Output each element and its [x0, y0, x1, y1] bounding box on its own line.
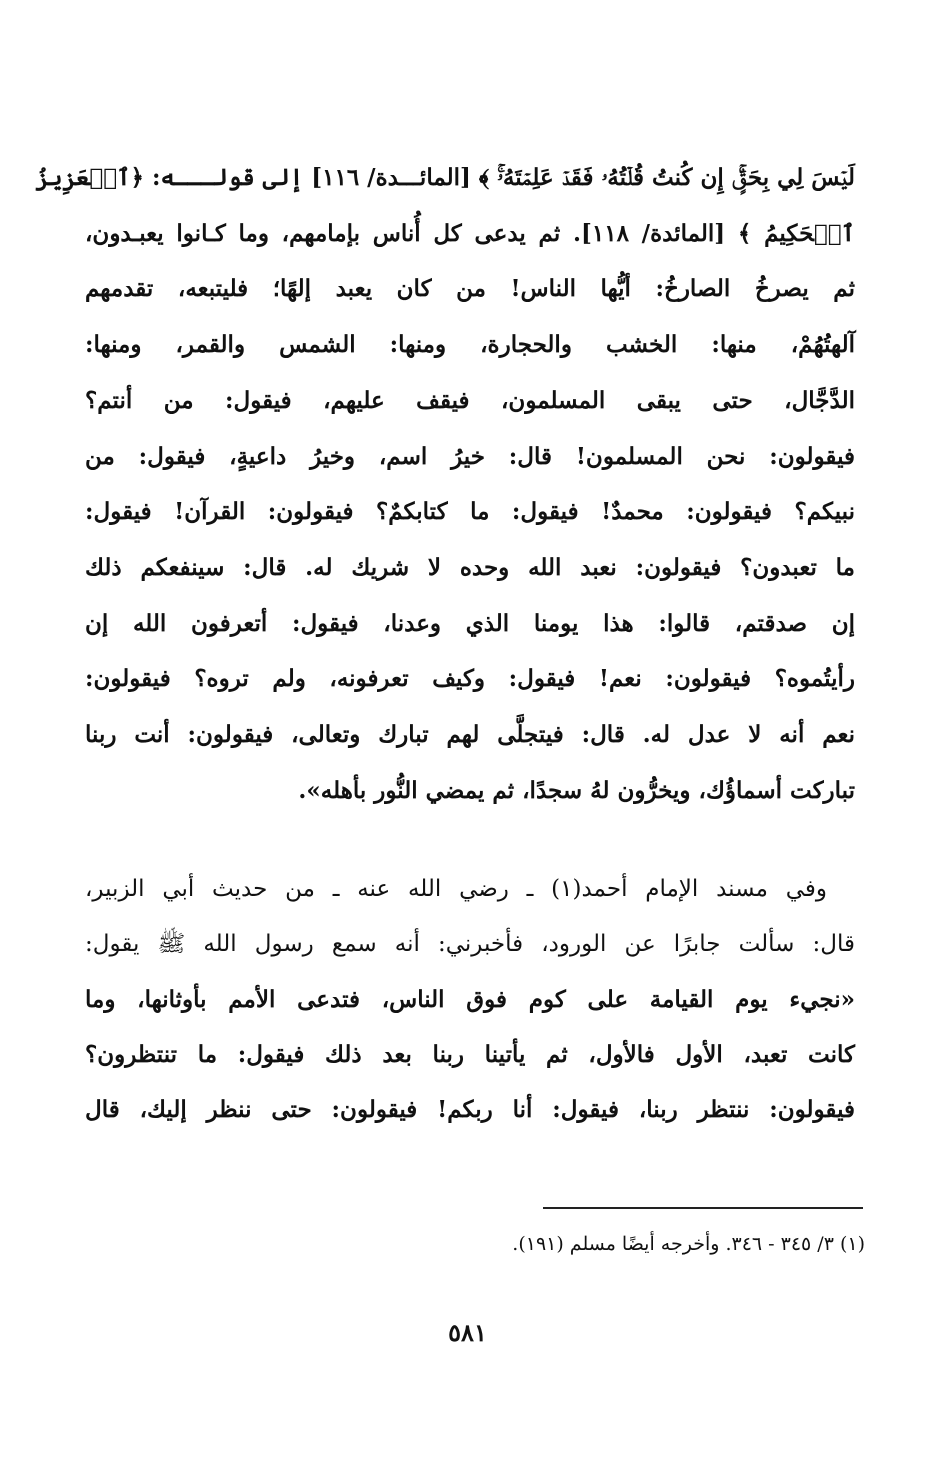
- paragraph-musnad-ahmad: [85, 862, 855, 1137]
- page-number: ٥٨١: [448, 1318, 487, 1347]
- paragraph-hadith-continuation: [35, 150, 855, 818]
- text-line: فيقولون: نحن المسلمون! قال: خيرُ اسم، وخيرُ داعيةٍ، فيقول: من: [85, 442, 855, 470]
- text-line: رأيتُموه؟ فيقولون: نعم! فيقول: وكيف تعرفونه، ولم تروه؟ فيقولون:: [85, 665, 855, 693]
- text-line: ثم يصرخُ الصارخُ: أيُّها الناس! من كان يعبد إلهًا؛ فليتبعه، تقدمهم: [85, 275, 855, 303]
- text-line: تباركت أسماؤُك، ويخرُّون لهُ سجدًا، ثم يمضي النُّور بأهله».: [298, 776, 855, 804]
- text-line: الدَّجَّال، حتى يبقى المسلمون، فيقف عليهم، فيقول: من أنتم؟: [85, 386, 855, 414]
- text-line-rest: ثم يدعى كل أُناس بإمامهم، وما كـانوا يعبـدون،: [85, 219, 573, 247]
- footnote-divider: [543, 1207, 863, 1209]
- text-line: لَيۡسَ لِي بِحَقٍّۚ إِن كُنتُ قُلۡتُهُۥ فَقَدۡ عَلِمۡتَهُۥۚ ﴾ [المائـــدة/ ١١٦] إلى قولـــه: ﴿ٱلۡعَزِيزُ: [35, 164, 855, 191]
- footnote: (١) ٣/ ٣٤٥ - ٣٤٦. وأخرجه أيضًا مسلم (١٩١).: [512, 1233, 865, 1255]
- text-line: «نجيء يوم القيامة على كوم فوق الناس، فتدعى الأمم بأوثانها، وما: [85, 986, 855, 1013]
- text-line: [85, 206, 855, 262]
- text-line: نبيكم؟ فيقولون: محمدٌ! فيقول: ما كتابكمٌ؟ فيقولون: القرآن! فيقول:: [85, 498, 855, 526]
- text-line: نعم أنه لا عدل له. قال: فيتجلَّى لهم تبارك وتعالى، فيقولون: أنت ربنا: [85, 721, 855, 749]
- text-line: قال: سألت جابرًا عن الورود، فأخبرني: أنه سمع رسول الله ﷺ يقول:: [85, 931, 855, 957]
- text-line: وفي مسند الإمام أحمد(١) ـ رضي الله عنه ـ من حديث أبي الزبير،: [85, 876, 827, 902]
- text-line: إن صدقتم، قالوا: هذا يومنا الذي وعدنا، فيقول: أتعرفون الله إن: [85, 609, 855, 637]
- text-line: آلهتُهُمْ، منها: الخشب والحجارة، ومنها: الشمس والقمر، ومنها:: [85, 331, 855, 359]
- text-line: كانت تعبد، الأول فالأول، ثم يأتينا ربنا بعد ذلك فيقول: ما تنتظرون؟: [85, 1041, 855, 1068]
- quran-citation: ٱلۡحَكِيمُ ﴾ [المائدة/ ١١٨].: [573, 219, 855, 247]
- text-line: ما تعبدون؟ فيقولون: نعبد الله وحده لا شريك له. قال: سينفعكم ذلك: [85, 553, 855, 581]
- text-line: فيقولون: ننتظر ربنا، فيقول: أنا ربكم! فيقولون: حتى ننظر إليك، قال: [85, 1096, 855, 1123]
